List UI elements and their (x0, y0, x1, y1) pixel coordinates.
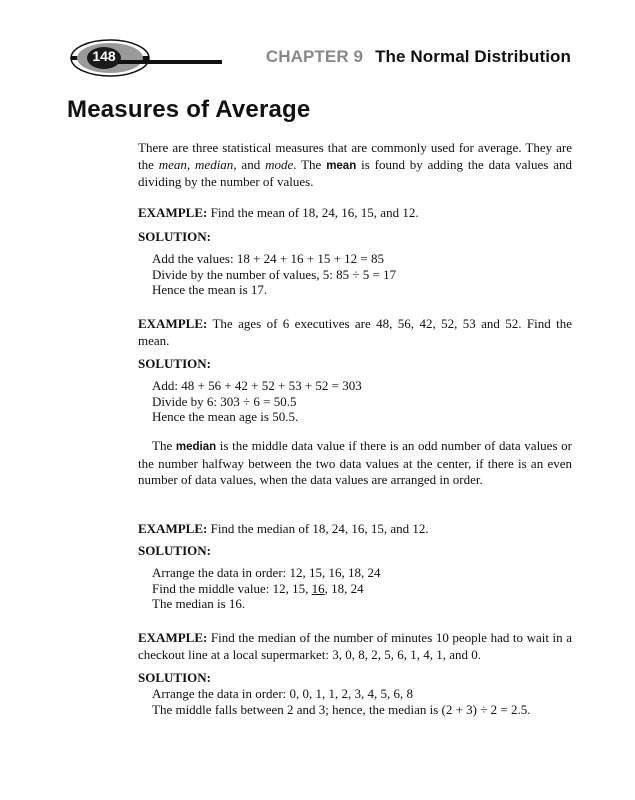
solution-line: Arrange the data in order: 0, 0, 1, 1, 2, 3, 4, 5, 6, 8 (152, 686, 414, 701)
running-head (266, 47, 571, 67)
example-text: The ages of 6 executives are 48, 56, 42, 52, 53 and 52. Find the mean. (138, 316, 572, 348)
example-1 (138, 205, 572, 222)
intro-text-3: is found by adding the data values and dividing by the number of values. (138, 156, 572, 189)
term-median-bold: median (175, 441, 217, 453)
example-text: Find the median of the number of minutes 10 people had to wait in a checkout line at a local supermarket: 3, 0, 8, 2, 5, 6, 1, 4, 1, and 0. (138, 630, 572, 662)
chapter-title: The Normal Distribution (375, 47, 571, 66)
example-label: EXAMPLE: (138, 630, 208, 645)
example-label: EXAMPLE: (138, 316, 208, 331)
example-2-solution (152, 378, 572, 425)
intro-paragraph (138, 140, 572, 191)
example-label: EXAMPLE: (138, 521, 208, 536)
example-1-solution (152, 251, 572, 298)
intro-text-2: . The (293, 156, 327, 172)
solution-line: Add: 48 + 56 + 42 + 52 + 53 + 52 = 303 (152, 378, 362, 393)
example-text: Find the mean of 18, 24, 16, 15, and 12. (207, 205, 419, 220)
example-4-solution (152, 686, 572, 717)
intro-text-1: There are three statistical measures that are commonly used for average. They are the (138, 140, 572, 172)
median-text-2: is the middle data value if there is an odd number of data values or the number halfway between the two data values at the center, if there is an even number of data values, when the data values are arranged in order. (138, 438, 572, 487)
solution-line: The median is 16. (152, 596, 246, 611)
middle-value-underlined: 16 (311, 580, 325, 596)
section-title: Measures of Average (67, 96, 311, 123)
median-text-1: The (152, 438, 176, 453)
solution-line: Hence the mean is 17. (152, 282, 268, 297)
solution-line: Divide by the number of values, 5: 85 ÷ 5 = 17 (152, 266, 397, 282)
example-3-solution (152, 565, 572, 612)
page-number: 148 (92, 48, 116, 64)
page-header (0, 0, 635, 100)
header-rule (118, 60, 222, 64)
example-3 (138, 521, 572, 538)
solution-label: SOLUTION: (138, 356, 211, 371)
term-mean-bold: mean (326, 159, 357, 172)
intro-sep-2: , and (233, 156, 266, 172)
example-label: EXAMPLE: (138, 205, 208, 220)
solution-line: The middle falls between 2 and 3; hence, the median is (2 + 3) ÷ 2 = 2.5. (152, 701, 531, 717)
solution-line: Arrange the data in order: 12, 15, 16, 18, 24 (152, 565, 381, 580)
term-mean-italic: mean (158, 156, 187, 172)
solution-line: Divide by 6: 303 ÷ 6 = 50.5 (152, 393, 297, 409)
middle-value-suffix: , 18, 24 (324, 580, 364, 596)
example-text: Find the median of 18, 24, 16, 15, and 12. (207, 521, 429, 536)
solution-label: SOLUTION: (138, 229, 211, 244)
solution-line: Hence the mean age is 50.5. (152, 409, 299, 424)
term-median-italic: median (195, 156, 234, 172)
example-2 (138, 316, 572, 349)
solution-line: Add the values: 18 + 24 + 16 + 15 + 12 = 85 (152, 251, 385, 266)
chapter-label: CHAPTER 9 (265, 47, 364, 66)
solution-label: SOLUTION: (138, 543, 211, 558)
intro-sep-1: , (186, 156, 196, 172)
example-4 (138, 630, 572, 663)
solution-line (152, 581, 572, 597)
term-mode-italic: mode (265, 156, 294, 172)
median-paragraph (138, 438, 572, 489)
solution-label: SOLUTION: (138, 670, 211, 685)
middle-value-prefix: Find the middle value: 12, 15, (152, 580, 312, 596)
